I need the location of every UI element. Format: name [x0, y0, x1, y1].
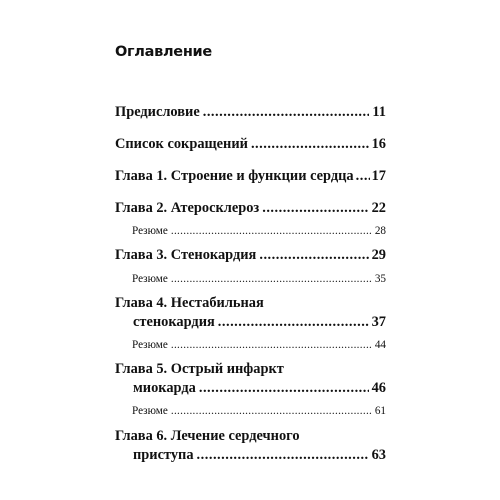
- toc-entry-title: Резюме: [132, 339, 168, 351]
- toc-entry-chapter-3[interactable]: [115, 247, 386, 264]
- toc-entry-title: миокарда: [133, 380, 196, 396]
- dot-leader: [259, 247, 368, 264]
- toc-entry-page: 11: [372, 104, 386, 120]
- toc-entry-page: 35: [374, 273, 386, 285]
- dot-leader: [199, 380, 369, 397]
- toc-entry-title: Глава 4. Нестабильная: [115, 295, 264, 311]
- toc-entry-page: 63: [371, 447, 386, 463]
- dot-leader: [171, 405, 372, 417]
- toc-entry-page: 46: [371, 380, 386, 396]
- dot-leader: [218, 314, 369, 331]
- toc-entry-abbreviations[interactable]: [115, 136, 386, 153]
- toc-entry-page: 28: [374, 225, 386, 237]
- toc-entry-title: Глава 2. Атеросклероз: [115, 200, 260, 216]
- dot-leader: [203, 104, 370, 121]
- toc-entry-summary-ch2[interactable]: [132, 225, 386, 237]
- dot-leader: [171, 225, 372, 237]
- dot-leader: [197, 447, 369, 464]
- dot-leader: [251, 136, 369, 153]
- toc-entry-title: Глава 1. Строение и функции сердца: [115, 168, 354, 184]
- toc-entry-page: 44: [374, 339, 386, 351]
- toc-entry-title: Резюме: [132, 273, 168, 285]
- toc-entry-chapter-5-line1[interactable]: [115, 361, 284, 378]
- toc-entry-title: приступа: [133, 447, 194, 463]
- toc-entry-chapter-2[interactable]: [115, 200, 386, 217]
- dot-leader: [262, 200, 368, 217]
- toc-entry-page: 16: [371, 136, 386, 152]
- toc-entry-chapter-6-line1[interactable]: [115, 428, 300, 445]
- toc-entry-title: Предисловие: [115, 104, 200, 120]
- toc-entry-chapter-1[interactable]: [115, 168, 386, 185]
- dot-leader: [171, 273, 372, 285]
- toc-entry-preface[interactable]: [115, 104, 386, 121]
- toc-entry-page: 17: [371, 168, 386, 184]
- dot-leader: [356, 168, 370, 185]
- toc-entry-page: 29: [371, 247, 386, 263]
- dot-leader: [171, 339, 372, 351]
- toc-heading: Оглавление: [115, 44, 212, 60]
- toc-entry-summary-ch4[interactable]: [132, 339, 386, 351]
- toc-entry-title: Глава 5. Острый инфаркт: [115, 361, 284, 377]
- toc-entry-title: Глава 3. Стенокардия: [115, 247, 257, 263]
- toc-entry-title: Резюме: [132, 405, 168, 417]
- toc-entry-chapter-5-line2[interactable]: [133, 380, 386, 397]
- toc-entry-page: 61: [374, 405, 386, 417]
- toc-entry-page: 22: [371, 200, 386, 216]
- toc-entry-summary-ch5[interactable]: [132, 405, 386, 417]
- toc-entry-chapter-4-line1[interactable]: [115, 295, 264, 312]
- toc-entry-chapter-6-line2[interactable]: [133, 447, 386, 464]
- toc-entry-summary-ch3[interactable]: [132, 273, 386, 285]
- toc-entry-title: Список сокращений: [115, 136, 248, 152]
- toc-entry-chapter-4-line2[interactable]: [133, 314, 386, 331]
- toc-entry-page: 37: [371, 314, 386, 330]
- toc-entry-title: Глава 6. Лечение сердечного: [115, 428, 300, 444]
- toc-entry-title: Резюме: [132, 225, 168, 237]
- toc-entry-title: стенокардия: [133, 314, 215, 330]
